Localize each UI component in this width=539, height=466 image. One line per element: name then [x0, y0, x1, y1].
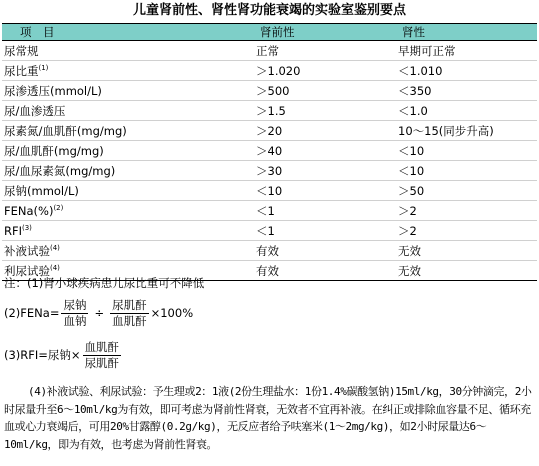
- row-item: 尿/血渗透压: [2, 101, 254, 121]
- row-renal: 10～15(同步升高): [396, 121, 537, 141]
- rfi-lhs: (3)RFI=尿钠×: [4, 348, 81, 362]
- fraction-numerator: 血肌酐: [84, 339, 120, 354]
- page-title: 儿童肾前性、肾性肾功能衰竭的实验室鉴别要点: [132, 3, 406, 18]
- row-prerenal: ＞1.5: [254, 101, 396, 121]
- row-prerenal: ＞30: [254, 161, 396, 181]
- row-renal: 无效: [396, 261, 537, 281]
- header-item: 项 目: [2, 24, 254, 41]
- row-item: 尿钠(mmol/L): [2, 181, 254, 201]
- fraction-denominator: 血肌酐: [112, 313, 147, 328]
- row-item: 尿/血肌酐(mg/mg): [2, 141, 254, 161]
- fraction-numerator: 尿肌酐: [112, 297, 147, 312]
- header-renal: 肾性: [396, 24, 537, 41]
- row-item: 尿素氮/血肌酐(mg/mg): [2, 121, 254, 141]
- row-renal: ＜10: [396, 141, 537, 161]
- table-row: [2, 101, 537, 121]
- fena-fraction-2: [110, 298, 149, 329]
- note-1: 注：(1)肾小球疾病患儿尿比重可不降低: [4, 276, 205, 290]
- table-row: [2, 41, 537, 61]
- row-renal: 无效: [396, 241, 537, 261]
- row-prerenal: ＜10: [254, 181, 396, 201]
- table-row: [2, 81, 537, 101]
- row-item: 尿常规: [2, 41, 254, 61]
- row-item: RFI$^{(3)}$: [2, 221, 254, 241]
- row-prerenal: 有效: [254, 241, 396, 261]
- table-row: [2, 221, 537, 241]
- row-prerenal: ＞20: [254, 121, 396, 141]
- table-row: [2, 121, 537, 141]
- table-row: [2, 141, 537, 161]
- row-prerenal: ＞500: [254, 81, 396, 101]
- row-item: 尿/血尿素氮(mg/mg): [2, 161, 254, 181]
- row-prerenal: ＜1: [254, 221, 396, 241]
- fraction-numerator: 尿钠: [63, 297, 87, 312]
- row-renal: ＞2: [396, 221, 537, 241]
- row-item: 尿比重$^{(1)}$: [2, 61, 254, 81]
- row-item: FENa(%)$^{(2)}$: [2, 201, 254, 221]
- header-prerenal: 肾前性: [254, 24, 396, 41]
- table-row: [2, 61, 537, 81]
- row-prerenal: ＞40: [254, 141, 396, 161]
- row-renal: ＞50: [396, 181, 537, 201]
- row-item: 尿渗透压(mmol/L): [2, 81, 254, 101]
- row-prerenal: ＜1: [254, 201, 396, 221]
- row-item: 利尿试验$^{(4)}$: [2, 261, 254, 281]
- note-4-paragraph: (4)补液试验、利尿试验：予生理或2：1液(2份生理盐水：1份1.4%碳酸氢钠)15ml/kg，30分钟滴完，2小时尿量升至6～10ml/kg为有效，即可考虑为肾前性肾衰，无效者不宜再补液。在纠正或排除血容量不足、循环充血或心力衰竭后，可用20%甘露醇(0.2g/kg)，无反应者给予呋塞米(1～2mg/kg)，如2小时尿量达6～10ml/kg，即为有效，也考虑为肾前性肾衰。: [4, 385, 532, 451]
- fraction-denominator: 尿肌酐: [84, 355, 120, 370]
- row-renal: ＜1.0: [396, 101, 537, 121]
- row-renal: ＜1.010: [396, 61, 537, 81]
- fena-lhs: (2)FENa=: [4, 306, 60, 320]
- divide-operator: ÷: [94, 306, 105, 320]
- row-prerenal: 有效: [254, 261, 396, 281]
- row-renal: ＜10: [396, 161, 537, 181]
- table-row: [2, 241, 537, 261]
- row-renal: 早期可正常: [396, 41, 537, 61]
- fraction-denominator: 血钠: [63, 313, 87, 328]
- row-prerenal: 正常: [254, 41, 396, 61]
- row-renal: ＞2: [396, 201, 537, 221]
- fena-tail: ×100%: [150, 306, 194, 320]
- row-renal: ＜350: [396, 81, 537, 101]
- fena-fraction-1: [61, 298, 88, 329]
- table-row: [2, 161, 537, 181]
- comparison-table: [2, 23, 537, 281]
- table-row: [2, 181, 537, 201]
- rfi-fraction: [83, 340, 122, 371]
- row-prerenal: ＞1.020: [254, 61, 396, 81]
- table-row: [2, 201, 537, 221]
- fena-formula: [4, 295, 193, 331]
- table-header-row: [2, 24, 537, 41]
- rfi-formula: [4, 337, 123, 373]
- row-item: 补液试验$^{(4)}$: [2, 241, 254, 261]
